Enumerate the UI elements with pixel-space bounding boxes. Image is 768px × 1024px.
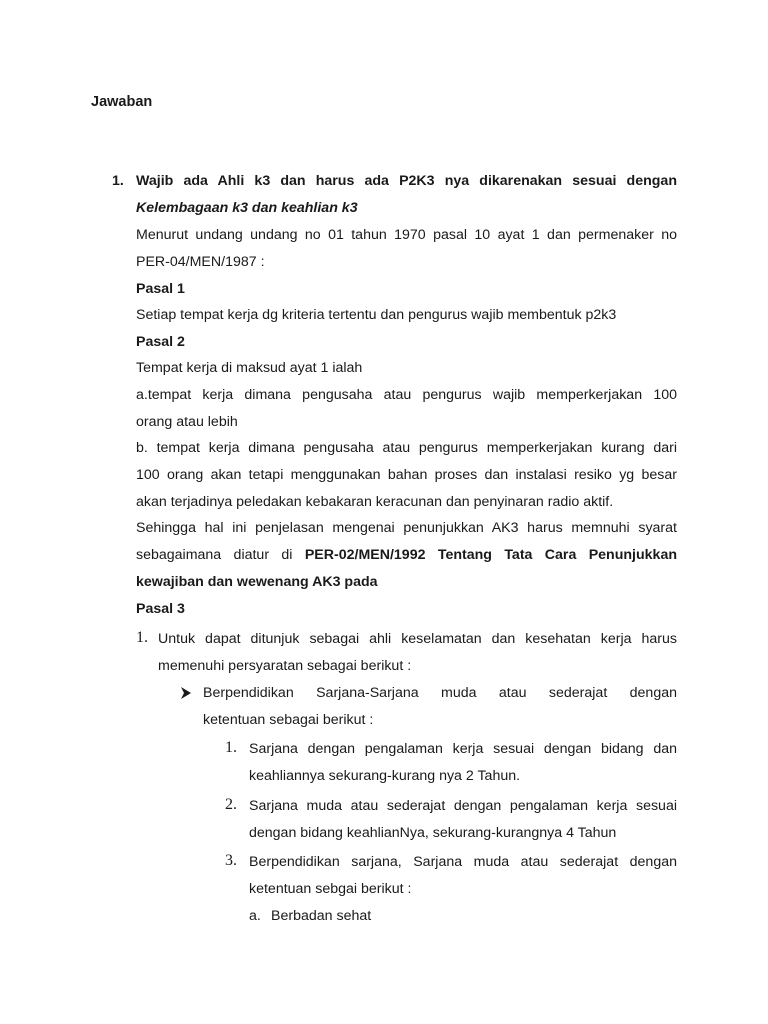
- conclusion-line2: [136, 546, 677, 564]
- item1-title-line2: Kelembagaan k3 dan keahlian k3: [136, 200, 358, 216]
- sub-item2-line1: Sarjana muda atau sederajat dengan pengalaman kerja sesuai: [249, 798, 677, 814]
- pasal3-item1-line2: memenuhi persyaratan sebagai berikut :: [158, 658, 412, 674]
- conclusion-line1: Sehingga hal ini penjelasan mengenai penunjukkan AK3 harus memnuhi syarat: [136, 520, 677, 536]
- page-heading: Jawaban: [91, 94, 153, 110]
- pasal1-title: Pasal 1: [136, 281, 185, 297]
- sub-item1-line2: keahliannya sekurang-kurang nya 2 Tahun.: [249, 768, 521, 784]
- arrow-right-icon: [180, 684, 192, 702]
- pasal2-b-line1: b. tempat kerja dimana pengusaha atau pengurus memperkerjakan kurang dari: [136, 440, 677, 456]
- pasal2-b-line3: akan terjadinya peledakan kebakaran keracunan dan penyinaran radio aktif.: [136, 494, 614, 510]
- pasal2-a-line2: orang atau lebih: [136, 414, 238, 430]
- pasal2-a-line1: a.tempat kerja dimana pengusaha atau pengurus wajib memperkerjakan 100: [136, 387, 677, 403]
- bullet-line2: ketentuan sebagai berikut :: [203, 712, 374, 728]
- intro-line1: Menurut undang undang no 01 tahun 1970 pasal 10 ayat 1 dan permenaker no: [136, 227, 677, 243]
- item1-title-line1: Wajib ada Ahli k3 dan harus ada P2K3 nya dikarenakan sesuai dengan: [136, 173, 677, 189]
- sub-item3-line2: ketentuan sebgai berikut :: [249, 881, 412, 897]
- conclusion-line3: kewajiban dan wewenang AK3 pada: [136, 574, 378, 590]
- sub-item1-number: 1.: [225, 739, 237, 756]
- sub-item3-line1: Berpendidikan sarjana, Sarjana muda atau sederajat dengan: [249, 854, 677, 870]
- pasal2-title: Pasal 2: [136, 334, 185, 350]
- pasal3-item1-line1: Untuk dapat ditunjuk sebagai ahli keselamatan dan kesehatan kerja harus: [158, 631, 677, 647]
- sub-item2-line2: dengan bidang keahlianNya, sekurang-kurangnya 4 Tahun: [249, 825, 617, 841]
- pasal2-line1: Tempat kerja di maksud ayat 1 ialah: [136, 360, 363, 376]
- intro-line2: PER-04/MEN/1987 :: [136, 254, 265, 270]
- conclusion-line2-plain: sebagaimana diatur di: [136, 547, 293, 563]
- sub-item1-line1: Sarjana dengan pengalaman kerja sesuai dengan bidang dan: [249, 741, 677, 757]
- sub-a-text: Berbadan sehat: [271, 908, 372, 924]
- pasal3-title: Pasal 3: [136, 601, 185, 617]
- regulation-reference: PER-02/MEN/1992 Tentang Tata Cara Penunjukkan: [304, 547, 678, 563]
- pasal3-item1-number: 1.: [136, 629, 148, 646]
- pasal1-text: Setiap tempat kerja dg kriteria tertentu dan pengurus wajib membentuk p2k3: [136, 307, 617, 323]
- sub-item3-number: 3.: [225, 852, 237, 869]
- sub-a-letter: a.: [249, 908, 261, 924]
- bullet-line1: Berpendidikan Sarjana-Sarjana muda atau sederajat dengan: [203, 685, 677, 701]
- sub-item2-number: 2.: [225, 796, 237, 813]
- item1-number: 1.: [112, 173, 124, 189]
- pasal2-b-line2: 100 orang akan tetapi menggunakan bahan proses dan instalasi resiko yg besar: [136, 467, 677, 483]
